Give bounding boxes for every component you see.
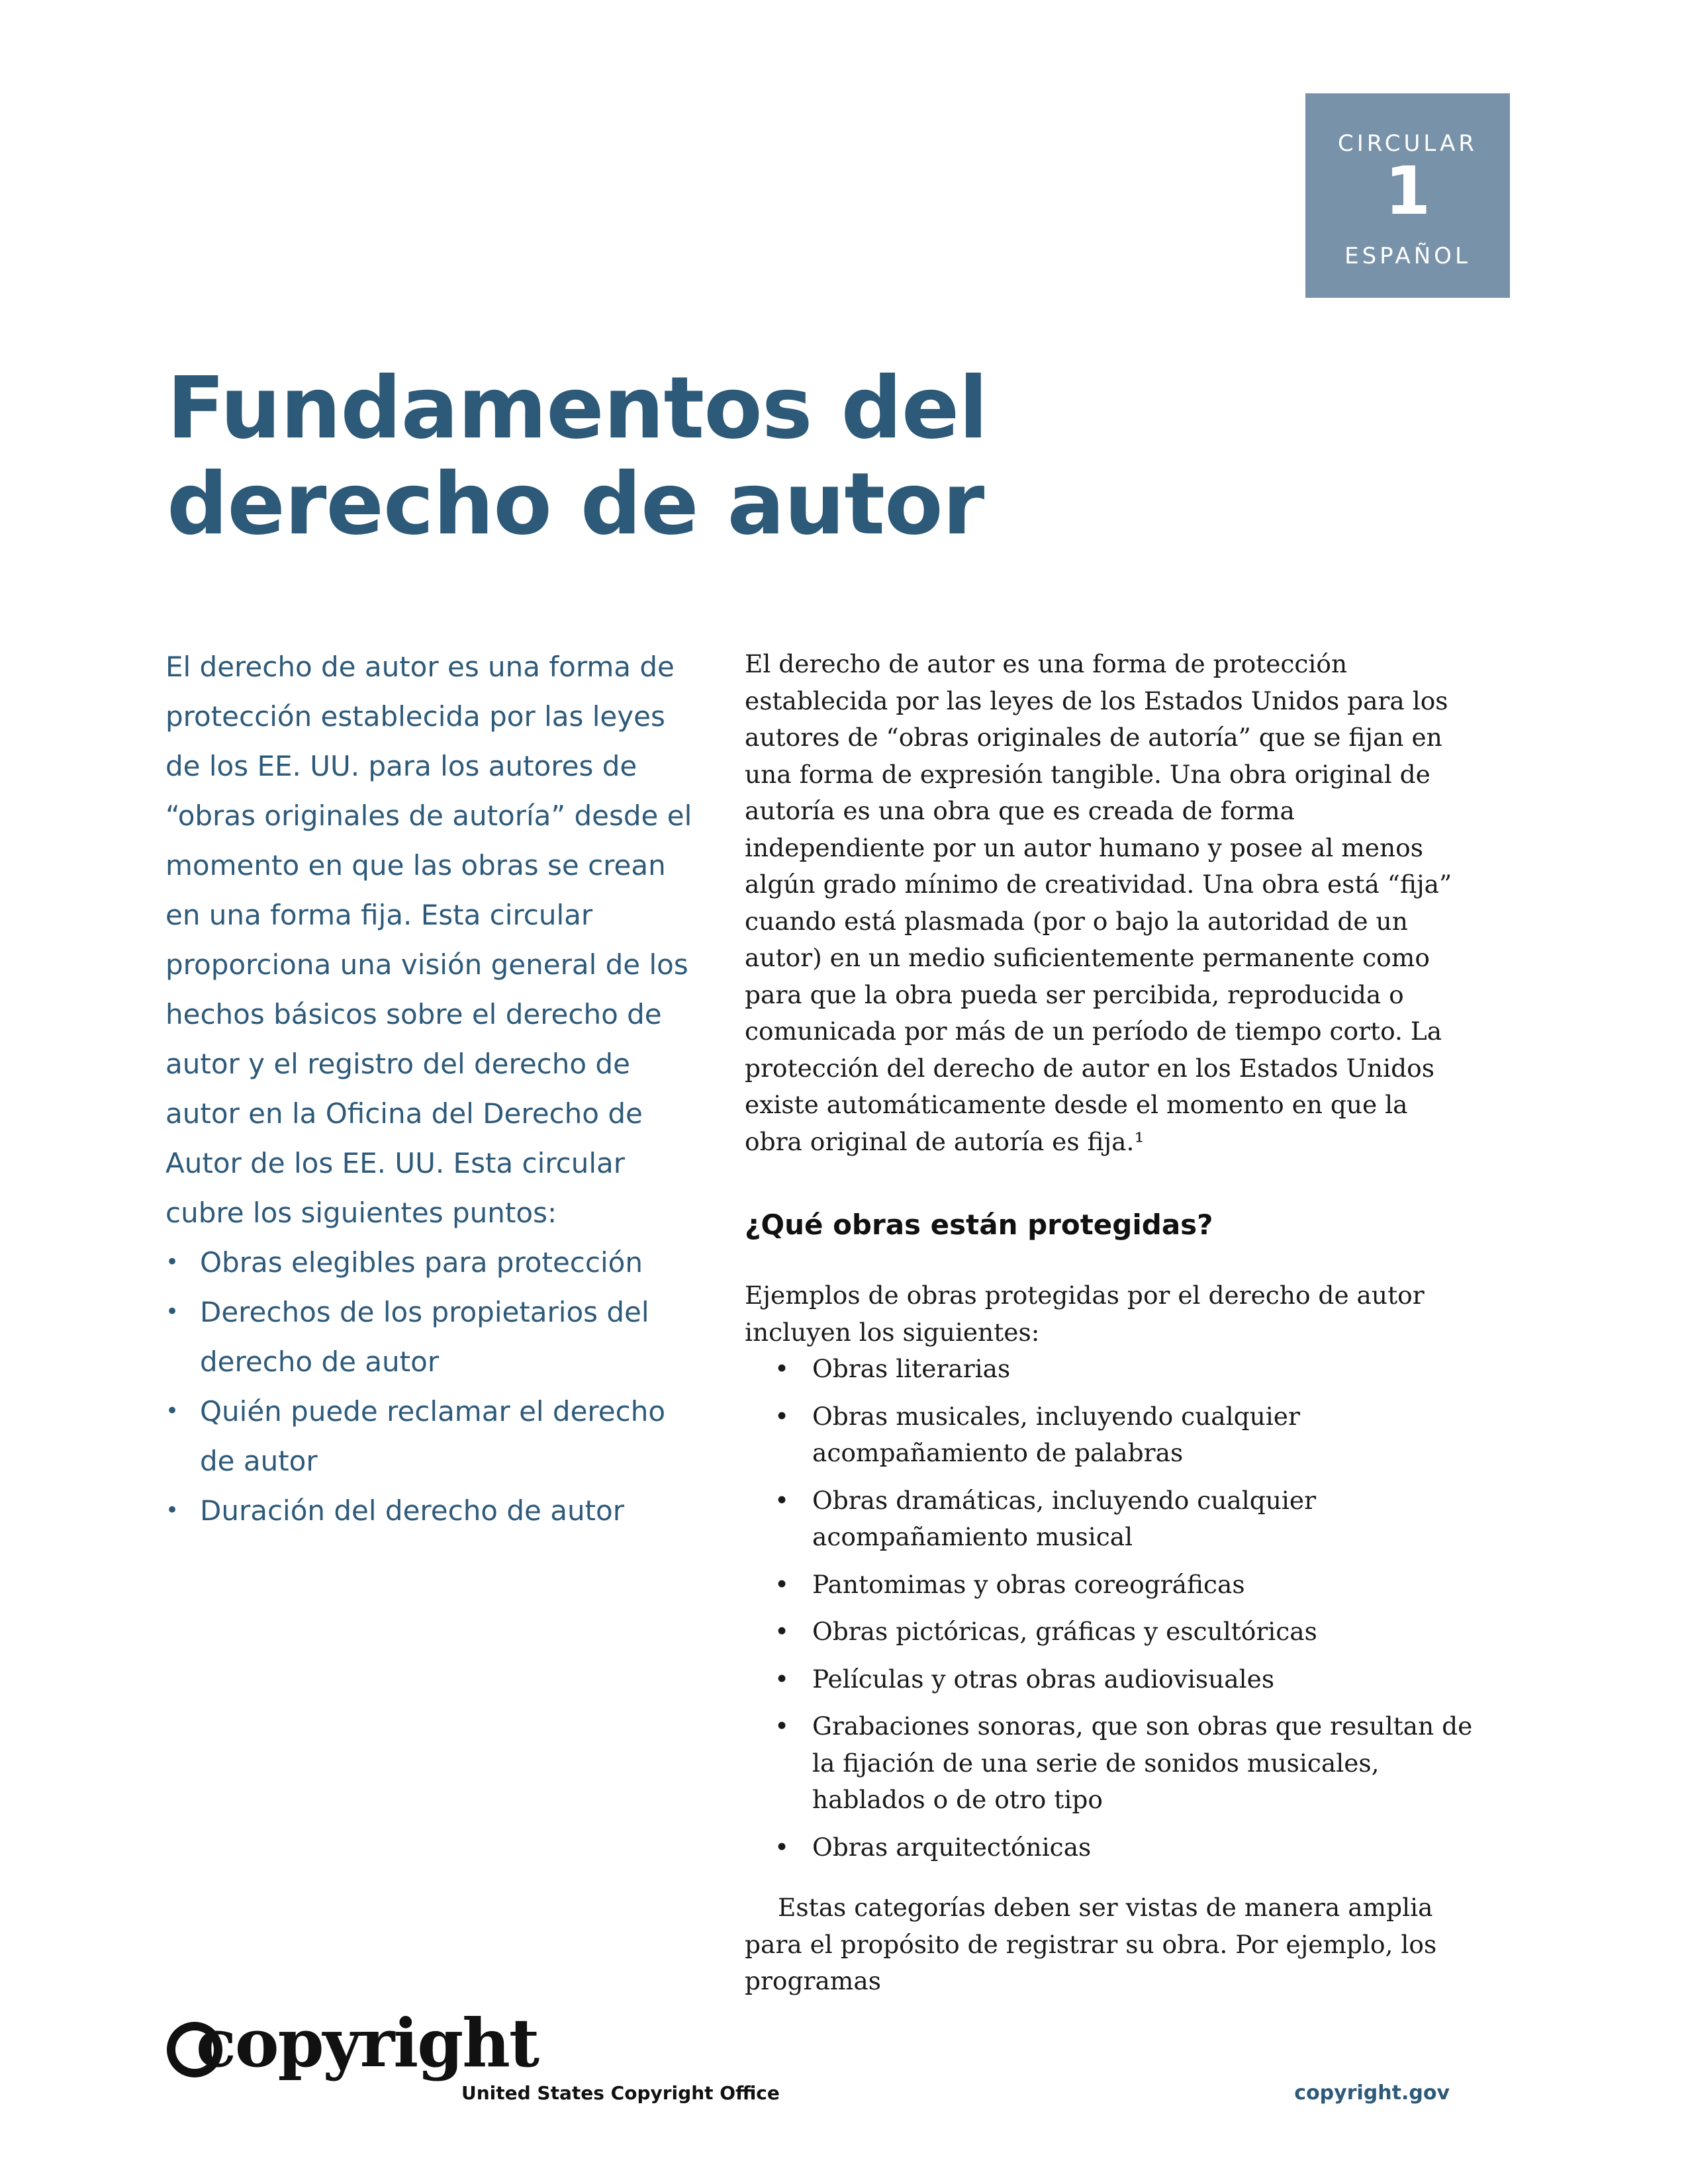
- logo-wordmark: copyright: [196, 2004, 539, 2082]
- intro-topic-item: • Obras elegibles para protección: [165, 1238, 695, 1287]
- intro-summary: [165, 642, 695, 1535]
- badge-number: 1: [1384, 152, 1431, 230]
- protected-works-list: [745, 1351, 1473, 1866]
- badge-label: CIRCULAR: [1338, 130, 1477, 157]
- section-heading: ¿Qué obras están protegidas?: [745, 1208, 1213, 1241]
- protected-work-item: • Obras dramáticas, incluyendo cualquier acompañamiento musical: [745, 1482, 1473, 1556]
- intro-topic-item: • Derechos de los propietarios del derecho de autor: [165, 1287, 695, 1387]
- closing-paragraph: Estas categorías deben ser vistas de manera amplia para el propósito de registrar su obra. Por ejemplo, los programas: [745, 1893, 1437, 1995]
- protected-work-item: • Obras musicales, incluyendo cualquier acompañamiento de palabras: [745, 1398, 1473, 1472]
- title-line-2: derecho de autor: [167, 455, 984, 554]
- title-line-1: Fundamentos del: [167, 359, 988, 458]
- page-title: [167, 361, 1094, 553]
- logo-subtitle: United States Copyright Office: [461, 2082, 780, 2104]
- main-text-column: [745, 646, 1473, 2000]
- protected-work-item: • Obras literarias: [745, 1351, 1473, 1388]
- badge-language: ESPAÑOL: [1344, 243, 1471, 269]
- protected-work-item: • Obras pictóricas, gráficas y escultóricas: [745, 1614, 1473, 1651]
- protected-work-item: • Pantomimas y obras coreográficas: [745, 1567, 1473, 1604]
- intro-topic-item: • Quién puede reclamar el derecho de autor: [165, 1387, 695, 1486]
- body-paragraph: El derecho de autor es una forma de protección establecida por las leyes de los Estados Unidos para los autores de “obras originales de autoría” que se fijan en una forma de expresión tangible. Una obra original de autoría es una obra que es creada de forma independiente por un autor humano y posee al menos algún grado mínimo de creatividad. Una obra está “fija” cuando está plasmada (por o bajo la autoridad de un autor) en un medio suficientemente permanente como para que la obra pueda ser percibida, reproducida o comunicada por más de un período de tiempo corto. La protección del derecho de autor en los Estados Unidos existe automáticamente desde el momento en que la obra original de autoría es fija.¹: [745, 649, 1452, 1156]
- copyright-office-logo: [167, 2004, 780, 2105]
- intro-paragraph: El derecho de autor es una forma de protección establecida por las leyes de los EE. UU. para los autores de “obras originales de autoría” desde el momento en que las obras se crean en una forma fija. Esta circular proporciona una visión general de los hechos básicos sobre el derecho de autor y el registro del derecho de autor en la Oficina del Derecho de Autor de los EE. UU. Esta circular cubre los siguientes puntos:: [165, 651, 692, 1229]
- list-intro-paragraph: Ejemplos de obras protegidas por el derecho de autor incluyen los siguientes:: [745, 1281, 1425, 1347]
- protected-work-item: • Obras arquitectónicas: [745, 1829, 1473, 1866]
- intro-topic-item: • Duración del derecho de autor: [165, 1486, 695, 1535]
- protected-work-item: • Grabaciones sonoras, que son obras que resultan de la fijación de una serie de sonidos musicales, hablados o de otro tipo: [745, 1708, 1473, 1819]
- protected-work-item: • Películas y otras obras audiovisuales: [745, 1661, 1473, 1698]
- website-link[interactable]: copyright.gov: [1294, 2081, 1450, 2105]
- circular-badge: [1305, 93, 1510, 298]
- intro-topic-list: [165, 1238, 695, 1535]
